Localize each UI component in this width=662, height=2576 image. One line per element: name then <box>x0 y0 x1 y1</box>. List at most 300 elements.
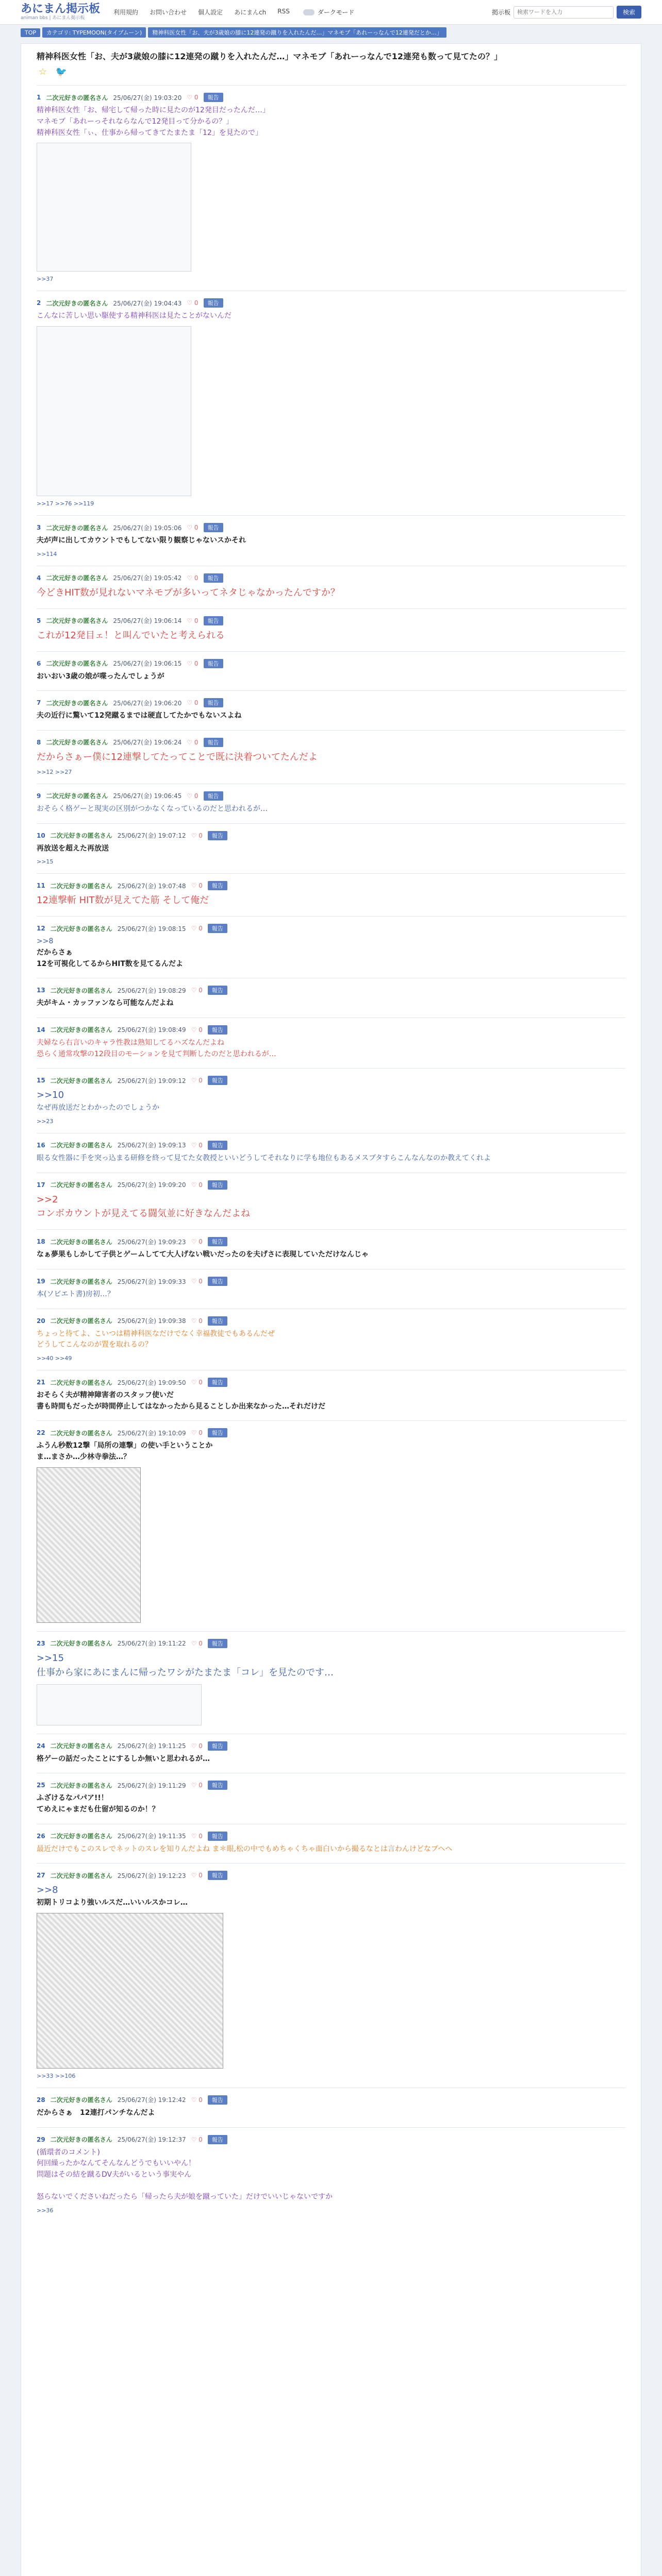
post <box>37 1173 625 1230</box>
poster-name: 二次元好きの匿名さん <box>50 1782 112 1789</box>
post <box>37 1734 625 1773</box>
post-number[interactable]: 8 <box>37 738 41 746</box>
like-count: 0 <box>198 1026 203 1033</box>
like-icon[interactable]: ♡ 0 <box>191 1181 203 1189</box>
dark-mode-label: ダークモード <box>317 9 355 16</box>
report-button[interactable]: 報告 <box>208 1277 227 1286</box>
report-button[interactable]: 報告 <box>208 2095 227 2105</box>
post-number[interactable]: 21 <box>37 1379 45 1386</box>
post <box>37 1370 625 1420</box>
post-line: 眼る女性器に手を突っ込まる研修を終って見てた女教授といいどうしてそれなりに学も地位もあるメスブタすらこんなんなのか教えてくれよ <box>37 1154 491 1162</box>
like-icon[interactable]: ♡ 0 <box>187 617 198 624</box>
post-date: 25/06/27(金) 19:11:35 <box>117 1833 186 1840</box>
post-body <box>37 1329 625 1351</box>
like-count: 0 <box>198 1782 203 1789</box>
like-count: 0 <box>194 792 198 800</box>
poster-name: 二次元好きの匿名さん <box>46 699 108 707</box>
poster-name: 二次元好きの匿名さん <box>50 832 112 840</box>
post-line: なぜ再放送だとわかったのでしょうか <box>37 1104 159 1112</box>
post <box>37 1309 625 1370</box>
post-meta <box>37 1076 625 1085</box>
reply-links[interactable]: >>23 <box>37 1117 54 1125</box>
post-body <box>37 1440 625 1463</box>
report-button[interactable]: 報告 <box>204 698 223 707</box>
report-button[interactable]: 報告 <box>208 1141 227 1150</box>
like-icon[interactable]: ♡ 0 <box>191 925 203 933</box>
post-number[interactable]: 24 <box>37 1742 45 1750</box>
post-number[interactable]: 10 <box>37 832 45 839</box>
post-meta <box>37 1025 625 1035</box>
post-meta <box>37 881 625 890</box>
post <box>37 823 625 874</box>
post-line: 本(ソビエト書)房初…？ <box>37 1290 114 1298</box>
search-scope-label[interactable]: 掲示板 <box>491 9 510 16</box>
like-count: 0 <box>198 1379 203 1386</box>
like-count: 0 <box>198 987 203 994</box>
poster-name: 二次元好きの匿名さん <box>50 2096 112 2104</box>
post-date: 25/06/27(金) 19:09:20 <box>117 1181 186 1189</box>
post-list <box>37 85 625 2222</box>
post-line: こんなに苦しい思い駆使する精神科医は見たことがないんだ <box>37 312 231 320</box>
nav-terms[interactable]: 利用規約 <box>113 9 139 16</box>
like-count: 0 <box>198 1278 203 1285</box>
search-button[interactable]: 検索 <box>617 6 641 19</box>
post-number[interactable]: 12 <box>37 925 45 933</box>
post-line: てめえにゃまだも仕留が知るのか！？ <box>37 1805 159 1814</box>
post-line: (循環者のコメント) <box>37 2148 100 2157</box>
post-meta <box>37 738 625 747</box>
post-line: 精神科医女性「お、帰宅して帰った時に見たのが12発目だったんだ…」 <box>37 106 270 115</box>
like-icon[interactable]: ♡ 0 <box>187 792 198 800</box>
post-date: 25/06/27(金) 19:09:38 <box>117 1317 186 1325</box>
like-icon[interactable]: ♡ 0 <box>191 1429 203 1437</box>
post-date: 25/06/27(金) 19:05:42 <box>113 574 182 582</box>
post-meta <box>37 616 625 625</box>
reply-links[interactable]: >>36 <box>37 2207 54 2214</box>
like-count: 0 <box>194 659 198 667</box>
like-count: 0 <box>198 2136 203 2143</box>
like-icon[interactable]: ♡ 0 <box>187 738 198 746</box>
post-body <box>37 1088 625 1114</box>
post-number[interactable]: 14 <box>37 1026 45 1033</box>
post-number[interactable]: 5 <box>37 617 41 624</box>
post <box>37 1631 625 1734</box>
reply-links[interactable]: >>40 >>49 <box>37 1355 72 1362</box>
poster-name: 二次元好きの匿名さん <box>50 1379 112 1386</box>
post-number[interactable]: 20 <box>37 1317 45 1325</box>
nav-rss[interactable]: RSS <box>277 8 290 15</box>
like-count: 0 <box>198 1317 203 1325</box>
report-button[interactable]: 報告 <box>208 2135 227 2144</box>
report-button[interactable]: 報告 <box>204 573 223 583</box>
reply-links[interactable]: >>37 <box>37 276 54 283</box>
like-icon[interactable]: ♡ 0 <box>191 1379 203 1386</box>
post-number[interactable]: 26 <box>37 1832 45 1840</box>
post <box>37 2088 625 2127</box>
post-body <box>37 2108 625 2119</box>
top-nav <box>113 8 290 16</box>
post-body <box>37 586 625 600</box>
tweet-image[interactable] <box>37 143 191 272</box>
post <box>37 515 625 566</box>
post-meta <box>37 1428 625 1437</box>
post-date: 25/06/27(金) 19:11:25 <box>117 1742 186 1750</box>
like-icon[interactable]: ♡ 0 <box>191 1832 203 1840</box>
nav-settings[interactable]: 個人設定 <box>198 9 223 16</box>
post-date: 25/06/27(金) 19:05:06 <box>113 524 182 532</box>
post-body <box>37 1153 625 1164</box>
bookmark-icon[interactable]: ☆ <box>38 66 47 77</box>
thread-main <box>21 43 641 2576</box>
post-body <box>37 998 625 1009</box>
post <box>37 1773 625 1823</box>
report-button[interactable]: 報告 <box>208 1076 227 1085</box>
post-meta <box>37 298 625 308</box>
post-number[interactable]: 13 <box>37 987 45 994</box>
post-line[interactable]: >>10 <box>37 1090 64 1101</box>
reply-links[interactable]: >>33 >>106 <box>37 2072 76 2079</box>
logo-text: あにまん掲示板 <box>21 3 101 15</box>
poster-name: 二次元好きの匿名さん <box>50 1429 112 1437</box>
like-icon[interactable]: ♡ 0 <box>191 1782 203 1789</box>
tweet-image[interactable] <box>37 1684 202 1725</box>
poster-name: 二次元好きの匿名さん <box>50 1181 112 1189</box>
post-body <box>37 1651 625 1680</box>
post-line[interactable]: >>8 <box>37 937 54 946</box>
post-line: 問題はその結を蹴るDV夫がいるという事実やん <box>37 2170 192 2179</box>
like-count: 0 <box>198 1832 203 1840</box>
post-date: 25/06/27(金) 19:06:14 <box>113 617 182 625</box>
post-line: 12を可視化してるからHIT数を見てるんだよ <box>37 959 183 968</box>
post-body <box>37 671 625 683</box>
like-icon[interactable]: ♡ 0 <box>187 299 198 307</box>
poster-name: 二次元好きの匿名さん <box>50 1872 112 1879</box>
post-line: 恐らく通常攻撃の12段目のモーションを見て判断したのだと思われるが… <box>37 1049 276 1058</box>
nav-animanch[interactable]: あにまんch <box>234 9 267 16</box>
post-meta <box>37 1180 625 1190</box>
poster-name: 二次元好きの匿名さん <box>50 925 112 933</box>
post-line: ちょっと待てよ、こいつは精神科医なだけでなく幸福教徒でもあるんだぜ <box>37 1329 275 1338</box>
post <box>37 730 625 784</box>
nav-contact[interactable]: お問い合わせ <box>150 9 187 16</box>
like-count: 0 <box>198 925 203 933</box>
post <box>37 1068 625 1133</box>
like-icon[interactable]: ♡ 0 <box>191 1872 203 1879</box>
like-count: 0 <box>194 617 198 624</box>
post-date: 25/06/27(金) 19:08:15 <box>117 925 186 933</box>
post-meta <box>37 791 625 801</box>
post-body <box>37 1793 625 1815</box>
post-number[interactable]: 7 <box>37 699 41 707</box>
post-line: これが12発目ェ！と叫んでいたと考えられる <box>37 630 225 641</box>
post-line: 格ゲーの話だったことにするしか無いと思われるが… <box>37 1754 210 1763</box>
post-number[interactable]: 29 <box>37 2136 45 2143</box>
thread-title: 精神科医女性「お、夫が3歳娘の膝に12連発の蹴りを入れたんだ…」マネモブ「あれーっなんで12連発も数って見てたの？」 <box>37 52 503 61</box>
report-button[interactable]: 報告 <box>208 1832 227 1841</box>
poster-name: 二次元好きの匿名さん <box>46 524 108 532</box>
post-meta <box>37 2095 625 2105</box>
poster-name: 二次元好きの匿名さん <box>50 882 112 890</box>
tweet-image[interactable] <box>37 326 191 496</box>
post-date: 25/06/27(金) 19:07:48 <box>117 882 186 890</box>
report-button[interactable]: 報告 <box>208 1180 227 1190</box>
like-icon[interactable]: ♡ 0 <box>191 2136 203 2143</box>
post-body <box>37 936 625 970</box>
post-line: 書も時間もだったが時間停止してはなかったから見ることしか出来なかった…それだけだ <box>37 1402 325 1411</box>
post-number[interactable]: 22 <box>37 1429 45 1437</box>
post-number[interactable]: 25 <box>37 1782 45 1789</box>
poster-name: 二次元好きの匿名さん <box>50 987 112 994</box>
dark-mode-toggle[interactable] <box>303 8 355 16</box>
twitter-icon[interactable]: 🐦 <box>55 66 68 77</box>
reply-links[interactable]: >>12 >>27 <box>37 768 72 775</box>
post-line: なぁ夢果もしかして子供とゲームしてて大人げない戦いだったのを夫げさに表現していただけなんじゃ <box>37 1250 369 1259</box>
post-date: 25/06/27(金) 19:10:09 <box>117 1429 186 1437</box>
poster-name: 二次元好きの匿名さん <box>46 299 108 307</box>
post-date: 25/06/27(金) 19:07:12 <box>117 832 186 840</box>
post-meta <box>37 1237 625 1246</box>
post <box>37 690 625 730</box>
post-body <box>37 1754 625 1765</box>
post-body <box>37 750 625 765</box>
post <box>37 2127 625 2222</box>
post-body <box>37 2147 625 2203</box>
post-number[interactable]: 18 <box>37 1238 45 1246</box>
like-icon[interactable]: ♡ 0 <box>187 659 198 667</box>
post-meta <box>37 698 625 707</box>
post-line[interactable]: >>8 <box>37 1885 58 1896</box>
post-line: おそらく格ゲーと現実の区別がつかなくなっているのだと思われるが… <box>37 804 268 813</box>
post-number[interactable]: 17 <box>37 1181 45 1189</box>
post-number[interactable]: 9 <box>37 792 41 800</box>
post-body <box>37 311 625 322</box>
like-icon[interactable]: ♡ 0 <box>191 1639 203 1647</box>
report-button[interactable]: 報告 <box>204 298 223 308</box>
like-icon[interactable]: ♡ 0 <box>187 524 198 532</box>
post <box>37 1133 625 1173</box>
post-number[interactable]: 1 <box>37 94 41 101</box>
post-date: 25/06/27(金) 19:09:50 <box>117 1379 186 1386</box>
like-count: 0 <box>198 1872 203 1879</box>
report-button[interactable]: 報告 <box>208 831 227 840</box>
poster-name: 二次元好きの匿名さん <box>50 1640 112 1648</box>
post-date: 25/06/27(金) 19:11:29 <box>117 1782 186 1789</box>
like-icon[interactable]: ♡ 0 <box>191 882 203 890</box>
breadcrumb-thread[interactable]: 精神科医女性「お、夫が3歳娘の膝に12連発の蹴りを入れたんだ…」マネモブ「あれーっなんで12連発だとか…」 <box>148 27 446 38</box>
post <box>37 1420 625 1631</box>
report-button[interactable]: 報告 <box>204 791 223 801</box>
post-line: 夫の近行に驚いて12発蹴るまでは硬直してたかでもないスよね <box>37 711 242 720</box>
like-icon[interactable]: ♡ 0 <box>191 1077 203 1084</box>
report-button[interactable]: 報告 <box>204 738 223 747</box>
post-number[interactable]: 28 <box>37 2096 45 2104</box>
post-line: 夫がキム・カッファンなら可能なんだよね <box>37 999 174 1008</box>
post <box>37 978 625 1018</box>
poster-name: 二次元好きの匿名さん <box>46 739 108 747</box>
poster-name: 二次元好きの匿名さん <box>50 1026 112 1034</box>
post-line: 夫が声に出してカウントでもしてない限り観察じゃないスかそれ <box>37 536 246 545</box>
post-number[interactable]: 15 <box>37 1077 45 1084</box>
post-body <box>37 843 625 855</box>
post-number[interactable]: 19 <box>37 1278 45 1285</box>
post-date: 25/06/27(金) 19:12:37 <box>117 2136 186 2144</box>
report-button[interactable]: 報告 <box>208 1316 227 1326</box>
post-number[interactable]: 16 <box>37 1141 45 1149</box>
manga-image[interactable] <box>37 1913 223 2069</box>
post-number[interactable]: 27 <box>37 1872 45 1879</box>
post-meta <box>37 924 625 933</box>
post-meta <box>37 573 625 583</box>
report-button[interactable]: 報告 <box>208 1871 227 1880</box>
post-meta <box>37 831 625 840</box>
poster-name: 二次元好きの匿名さん <box>46 617 108 625</box>
breadcrumb-top[interactable]: TOP <box>21 28 40 37</box>
post-body <box>37 629 625 643</box>
post <box>37 916 625 978</box>
like-count: 0 <box>198 832 203 839</box>
like-count: 0 <box>198 1141 203 1149</box>
post-number[interactable]: 6 <box>37 659 41 667</box>
post <box>37 1863 625 2088</box>
report-button[interactable]: 報告 <box>208 924 227 933</box>
share-icons <box>37 65 625 78</box>
post-line: だからさぁ 12連打パンチなんだよ <box>37 2108 155 2117</box>
report-button[interactable]: 報告 <box>208 881 227 890</box>
post <box>37 1018 625 1068</box>
post-date: 25/06/27(金) 19:09:13 <box>117 1142 186 1149</box>
post-meta <box>37 1378 625 1387</box>
like-icon[interactable]: ♡ 0 <box>191 987 203 994</box>
like-icon[interactable]: ♡ 0 <box>191 2096 203 2104</box>
post-date: 25/06/27(金) 19:06:15 <box>113 660 182 668</box>
like-icon[interactable]: ♡ 0 <box>191 832 203 839</box>
like-count: 0 <box>194 524 198 532</box>
report-button[interactable]: 報告 <box>208 986 227 995</box>
post-line[interactable]: >>15 <box>37 1652 64 1664</box>
post <box>37 784 625 823</box>
post-date: 25/06/27(金) 19:09:33 <box>117 1278 186 1285</box>
like-count: 0 <box>198 2096 203 2104</box>
like-icon[interactable]: ♡ 0 <box>191 1742 203 1750</box>
post <box>37 1269 625 1309</box>
post-number[interactable]: 2 <box>37 299 41 307</box>
post-line: 精神科医女性「ぃ、仕事から帰ってきてたまたま「12」を見たので」 <box>37 128 262 137</box>
post <box>37 651 625 691</box>
breadcrumb-category[interactable]: カテゴリ: TYPEMOON(タイプムーン) <box>42 27 146 38</box>
post-meta <box>37 1141 625 1150</box>
post <box>37 566 625 608</box>
reply-links[interactable]: >>114 <box>37 550 57 557</box>
post-meta <box>37 659 625 668</box>
logo-sub: animan bbs | あにまん掲示板 <box>21 15 85 21</box>
report-button[interactable]: 報告 <box>204 93 223 102</box>
report-button[interactable]: 報告 <box>208 1378 227 1387</box>
post-meta <box>37 2135 625 2144</box>
report-button[interactable]: 報告 <box>204 523 223 532</box>
post-number[interactable]: 23 <box>37 1639 45 1647</box>
post-date: 25/06/27(金) 19:06:45 <box>113 792 182 800</box>
post-line: ふざけるなパパア!!！ <box>37 1794 108 1803</box>
post-line: 怒らないでくださいねだったら「帰ったら夫が娘を蹴っていた」だけでいいじゃないですか <box>37 2193 333 2201</box>
report-button[interactable]: 報告 <box>204 616 223 625</box>
post-body <box>37 1249 625 1261</box>
post-number[interactable]: 11 <box>37 882 45 890</box>
report-button[interactable]: 報告 <box>208 1741 227 1751</box>
like-count: 0 <box>194 94 198 101</box>
like-count: 0 <box>198 1238 203 1246</box>
post-meta <box>37 1781 625 1790</box>
post <box>37 873 625 916</box>
post-line: 夫婦なら右言いのキャラ性教は熟知してるハズなんだよね <box>37 1038 224 1047</box>
post-date: 25/06/27(金) 19:06:20 <box>113 699 182 707</box>
report-button[interactable]: 報告 <box>204 659 223 668</box>
report-button[interactable]: 報告 <box>208 1237 227 1246</box>
post-body <box>37 893 625 908</box>
report-button[interactable]: 報告 <box>208 1428 227 1437</box>
like-count: 0 <box>194 738 198 746</box>
like-count: 0 <box>198 1181 203 1189</box>
like-icon[interactable]: ♡ 0 <box>187 699 198 707</box>
poster-name: 二次元好きの匿名さん <box>46 574 108 582</box>
post-meta <box>37 1277 625 1286</box>
post-line: マネモブ「あれーっそれならなんで12発目って分かるの？」 <box>37 117 234 126</box>
post-number[interactable]: 3 <box>37 524 41 532</box>
post-body <box>37 1844 625 1855</box>
poster-name: 二次元好きの匿名さん <box>50 1077 112 1084</box>
post <box>37 1229 625 1269</box>
like-count: 0 <box>198 1639 203 1647</box>
post-body <box>37 535 625 547</box>
like-icon[interactable]: ♡ 0 <box>191 1238 203 1246</box>
search-input[interactable] <box>514 6 614 19</box>
reply-links[interactable]: >>15 <box>37 858 54 866</box>
poster-name: 二次元好きの匿名さん <box>50 2136 112 2144</box>
post-number[interactable]: 4 <box>37 574 41 582</box>
like-icon[interactable]: ♡ 0 <box>187 94 198 101</box>
post-line: ふうん秒数12撃「局所の連撃」の使い手ということか <box>37 1442 213 1450</box>
like-icon[interactable]: ♡ 0 <box>187 574 198 582</box>
post <box>37 1824 625 1863</box>
like-icon[interactable]: ♡ 0 <box>191 1317 203 1325</box>
post-line: どうしてこんなのが置を取れるの？ <box>37 1341 152 1349</box>
post-line: ま…まさか…少林寺拳法…？ <box>37 1453 130 1462</box>
post-body <box>37 1289 625 1300</box>
post-meta <box>37 93 625 102</box>
post-line: おいおい3歳の娘が喋ったんでしょうが <box>37 672 164 681</box>
like-icon[interactable]: ♡ 0 <box>191 1278 203 1285</box>
reply-links[interactable]: >>17 >>76 >>119 <box>37 500 94 507</box>
report-button[interactable]: 報告 <box>208 1639 227 1648</box>
like-count: 0 <box>198 882 203 890</box>
report-button[interactable]: 報告 <box>208 1025 227 1035</box>
manga-image[interactable] <box>37 1467 141 1623</box>
like-icon[interactable]: ♡ 0 <box>191 1026 203 1033</box>
post-date: 25/06/27(金) 19:04:43 <box>113 299 182 307</box>
like-icon[interactable]: ♡ 0 <box>191 1141 203 1149</box>
poster-name: 二次元好きの匿名さん <box>50 1142 112 1149</box>
report-button[interactable]: 報告 <box>208 1781 227 1790</box>
post-meta <box>37 1741 625 1751</box>
toggle-switch[interactable] <box>303 9 315 15</box>
poster-name: 二次元好きの匿名さん <box>50 1833 112 1840</box>
poster-name: 二次元好きの匿名さん <box>50 1742 112 1750</box>
post-date: 25/06/27(金) 19:06:24 <box>113 739 182 747</box>
site-logo[interactable] <box>21 4 100 21</box>
post <box>37 85 625 291</box>
post-line: 再放送を超えた再放送 <box>37 844 109 853</box>
post-meta <box>37 1639 625 1648</box>
post-line[interactable]: >>2 <box>37 1194 58 1205</box>
